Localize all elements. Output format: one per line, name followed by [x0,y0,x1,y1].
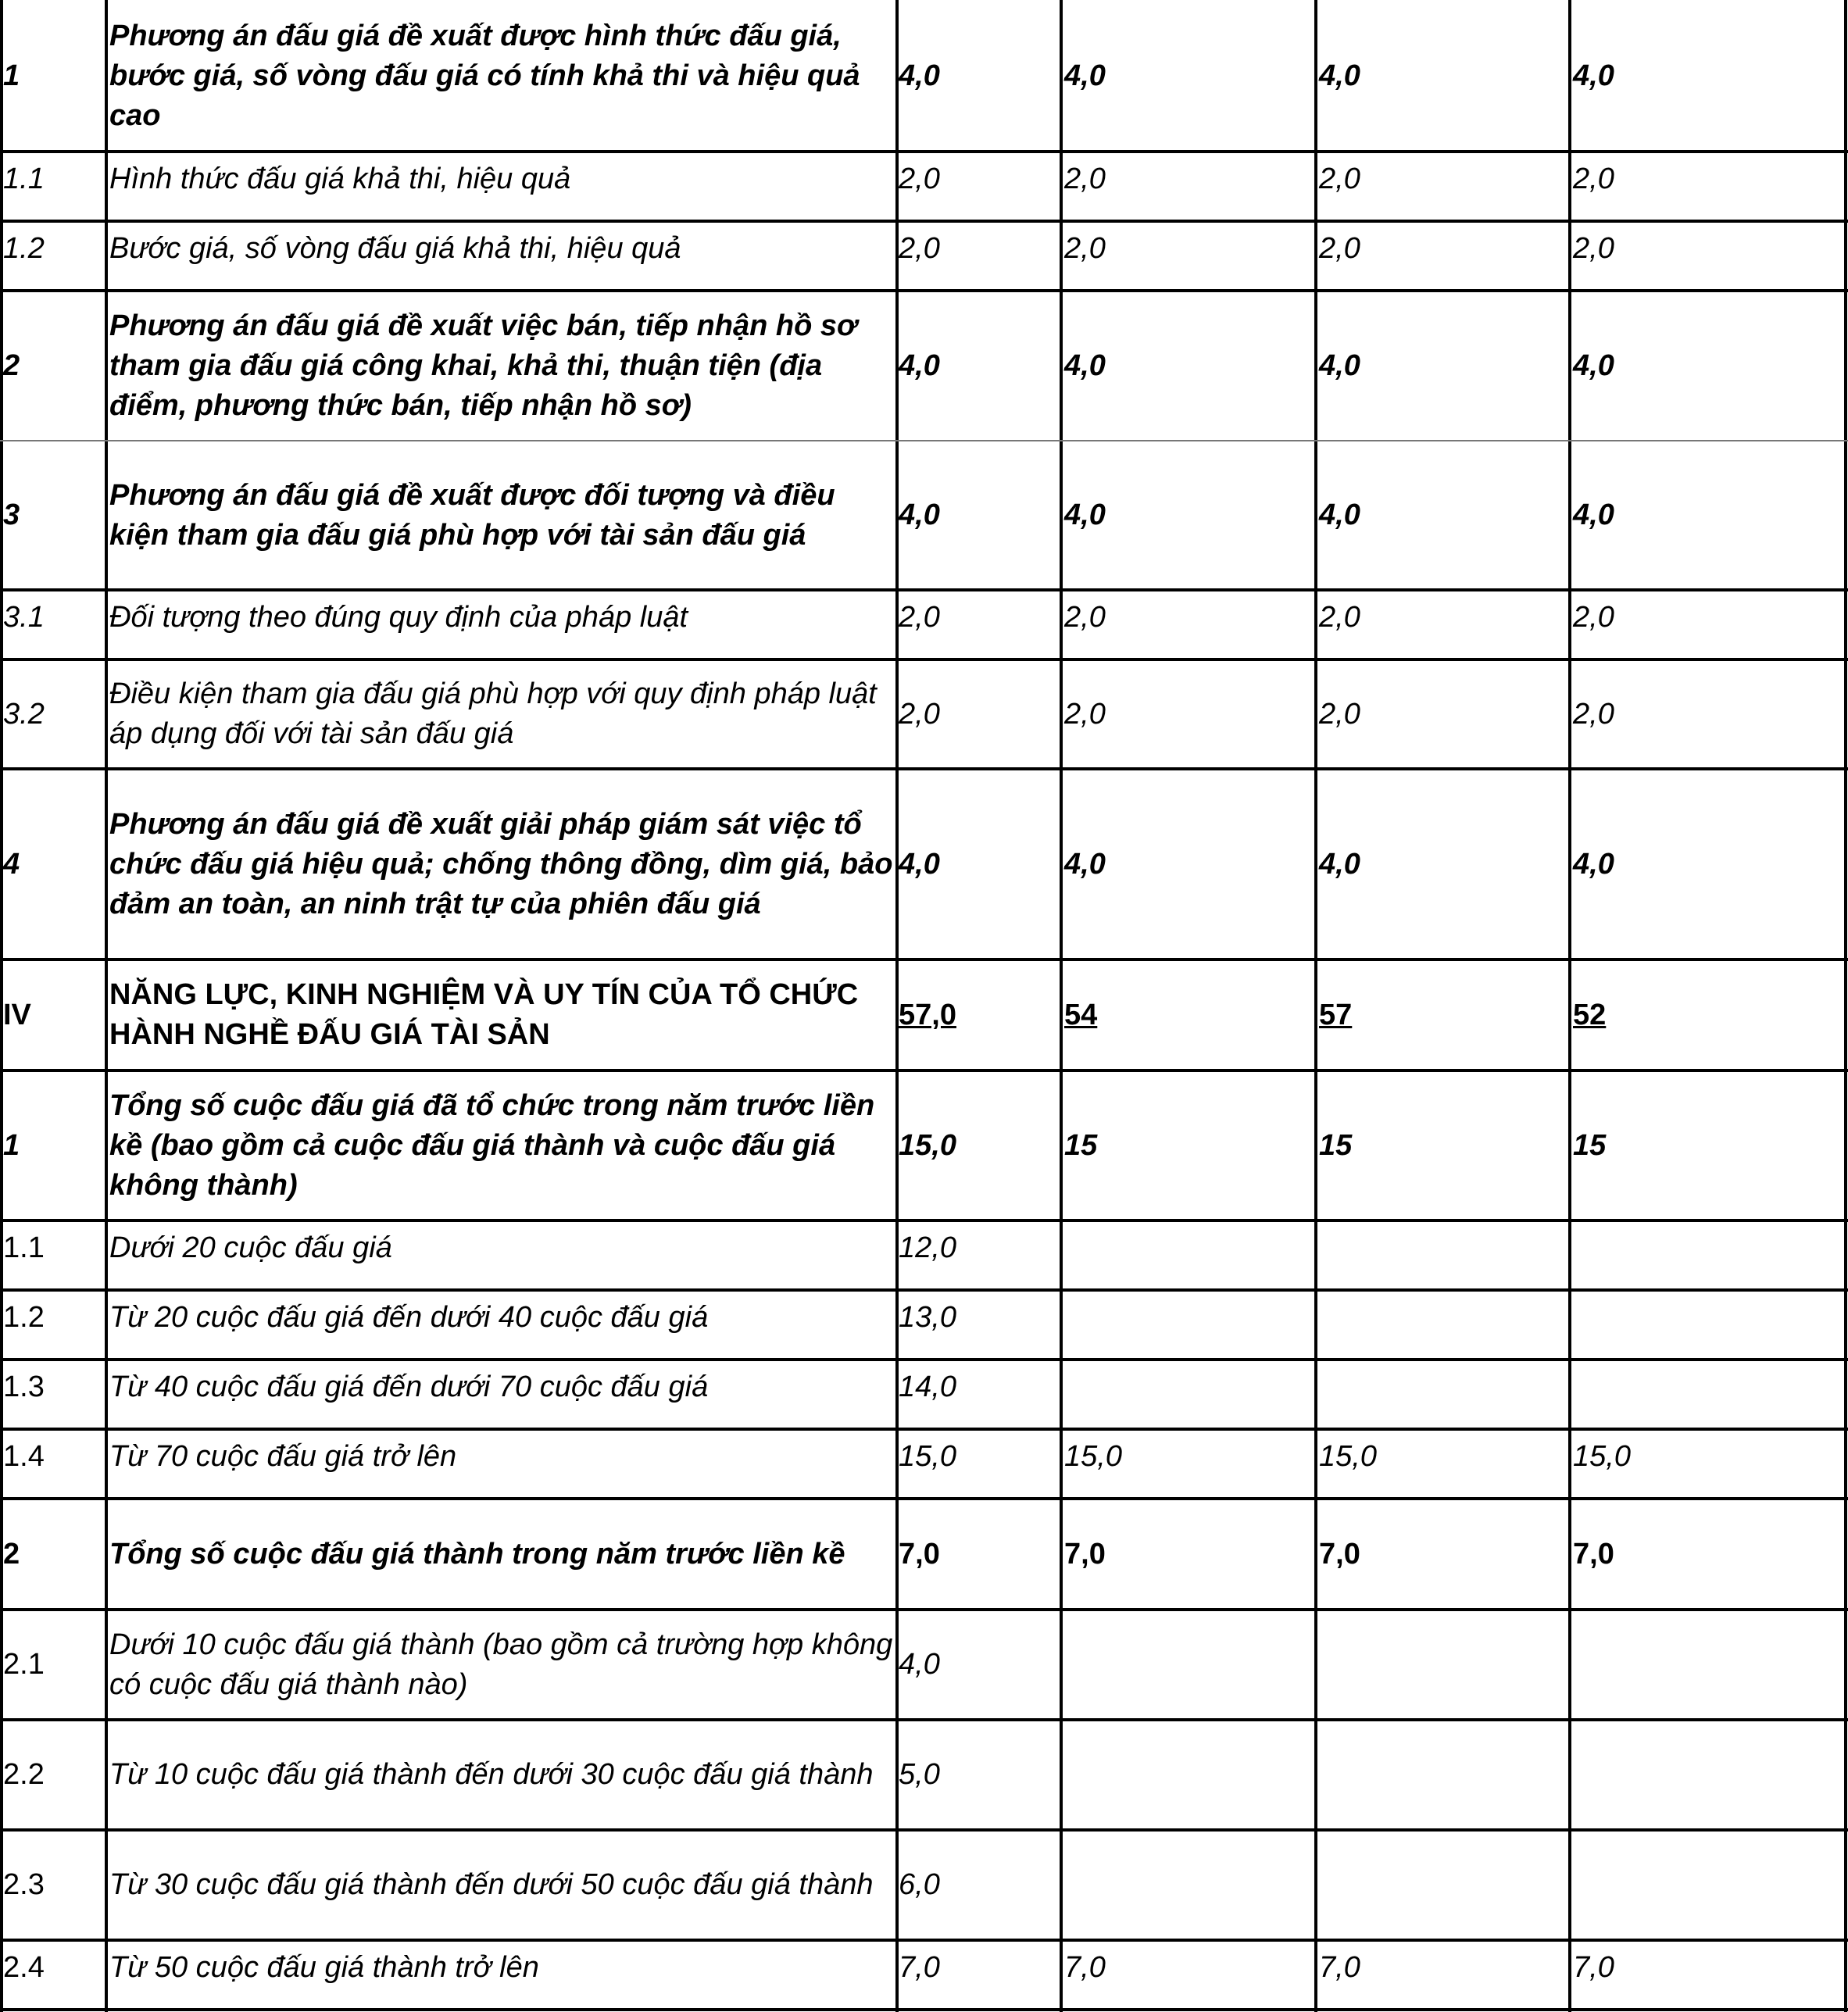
score-column-1: 54 [1064,998,1098,1031]
score-column-2: 4,0 [1319,348,1360,382]
table-row [0,221,1848,291]
score-column-2: 4,0 [1319,499,1360,531]
criterion-description: Từ 70 cuộc đấu giá trở lên [109,1440,457,1473]
score-column-3 [1573,1830,1839,1940]
row-number: 2 [3,1537,20,1571]
table-row [0,1720,1848,1830]
max-score: 4,0 [899,847,940,881]
table-row [0,1070,1848,1220]
table-row [0,1360,1848,1429]
max-score: 15,0 [899,1440,956,1473]
row-number: 3.2 [3,697,45,731]
score-column-1: 4,0 [1064,348,1106,382]
row-number: 1.2 [3,232,45,265]
criterion-description: Điều kiện tham gia đấu giá phù hợp với quy định pháp luật áp dụng đối với tài sản đấu giá [109,677,877,750]
score-column-3: 52 [1573,998,1607,1031]
score-column-2: 4,0 [1319,59,1360,92]
max-score: 2,0 [899,697,940,731]
max-score: 2,0 [899,163,940,195]
max-score: 7,0 [899,1537,940,1571]
score-column-3: 15,0 [1573,1440,1631,1473]
criterion-description: Dưới 10 cuộc đấu giá thành (bao gồm cả trường hợp không có cuộc đấu giá thành nào) [109,1628,893,1701]
score-column-2 [1319,1220,1569,1290]
table-row [0,1429,1848,1499]
score-column-1: 2,0 [1064,697,1106,731]
score-column-1: 4,0 [1064,847,1106,881]
table-row [0,152,1848,221]
table-row [0,1290,1848,1360]
criterion-description: Phương án đấu giá đề xuất được hình thức đấu giá, bước giá, số vòng đấu giá có tính khả thi và hiệu quả cao [109,19,860,132]
table-row [0,1830,1848,1940]
criterion-description: Tổng số cuộc đấu giá thành trong năm trước liền kề [109,1537,845,1571]
score-column-2: 15,0 [1319,1440,1377,1473]
score-column-1 [1064,1830,1314,1940]
table-row [0,1220,1848,1290]
row-number: 1 [3,59,20,92]
max-score: 5,0 [899,1758,940,1791]
score-column-3: 2,0 [1573,163,1614,195]
row-number: IV [3,998,31,1031]
score-column-1 [1064,1360,1314,1429]
criterion-description: Đối tượng theo đúng quy định của pháp luật [109,601,688,634]
row-number: 2 [3,348,20,382]
row-number: 4 [3,847,20,881]
row-number: 1 [3,1128,20,1162]
criterion-description: Từ 10 cuộc đấu giá thành đến dưới 30 cuộc đấu giá thành [109,1758,874,1791]
score-column-1: 2,0 [1064,163,1106,195]
row-number: 1.1 [3,1231,45,1264]
score-column-1: 4,0 [1064,59,1106,92]
score-column-3: 2,0 [1573,232,1614,265]
score-column-3: 4,0 [1573,348,1614,382]
score-column-3: 4,0 [1573,847,1614,881]
table-row [0,1499,1848,1610]
max-score: 7,0 [899,1951,940,1984]
row-number: 1.4 [3,1440,45,1473]
max-score: 57,0 [899,998,956,1031]
max-score: 4,0 [899,348,940,382]
score-column-1: 15 [1064,1128,1098,1162]
criterion-description: Phương án đấu giá đề xuất việc bán, tiếp nhận hồ sơ tham gia đấu giá công khai, khả thi, thuận tiện (địa điểm, phương thức bán, tiếp nhận hồ sơ) [109,309,857,422]
row-number: 2.2 [3,1758,45,1791]
score-column-3: 7,0 [1573,1951,1614,1984]
score-column-2: 7,0 [1319,1537,1360,1571]
score-column-3 [1573,1720,1839,1830]
criterion-description: Tổng số cuộc đấu giá đã tổ chức trong năm trước liền kề (bao gồm cả cuộc đấu giá thành và cuộc đấu giá không thành) [109,1088,875,1202]
score-column-1 [1064,1610,1314,1720]
criterion-description: Bước giá, số vòng đấu giá khả thi, hiệu quả [109,232,681,265]
max-score: 4,0 [899,1648,940,1681]
score-column-3 [1573,1610,1839,1720]
max-score: 4,0 [899,59,940,92]
row-number: 3 [3,499,20,531]
max-score: 14,0 [899,1371,956,1403]
score-column-1: 2,0 [1064,232,1106,265]
score-column-2: 2,0 [1319,601,1360,634]
criterion-description: Từ 50 cuộc đấu giá thành trở lên [109,1951,539,1984]
score-column-1 [1064,1220,1314,1290]
score-column-3 [1573,1360,1839,1429]
table-row [0,769,1848,960]
max-score: 6,0 [899,1868,940,1901]
score-column-2: 7,0 [1319,1951,1360,1984]
score-column-3: 4,0 [1573,59,1614,92]
criterion-description: Từ 30 cuộc đấu giá thành đến dưới 50 cuộc đấu giá thành [109,1868,874,1901]
score-column-3: 7,0 [1573,1537,1614,1571]
score-column-2 [1319,1720,1569,1830]
score-column-1: 2,0 [1064,601,1106,634]
criterion-description: Từ 40 cuộc đấu giá đến dưới 70 cuộc đấu giá [109,1371,709,1403]
criterion-description: NĂNG LỰC, KINH NGHIỆM VÀ UY TÍN CỦA TỔ CHỨC HÀNH NGHỀ ĐẤU GIÁ TÀI SẢN [109,978,859,1051]
score-column-1: 7,0 [1064,1537,1106,1571]
table-row [0,1610,1848,1720]
max-score: 15,0 [899,1128,956,1162]
criterion-description: Hình thức đấu giá khả thi, hiệu quả [109,163,571,195]
score-column-2: 4,0 [1319,847,1360,881]
row-number: 2.1 [3,1648,45,1681]
row-number: 1.1 [3,163,45,195]
score-column-2: 57 [1319,998,1353,1031]
score-column-2: 15 [1319,1128,1353,1162]
table-row [0,1940,1848,2009]
max-score: 4,0 [899,499,940,531]
score-column-2: 2,0 [1319,697,1360,731]
score-column-1: 7,0 [1064,1951,1106,1984]
table-row [0,441,1848,590]
score-column-2: 2,0 [1319,232,1360,265]
score-column-2: 2,0 [1319,163,1360,195]
score-column-3: 2,0 [1573,601,1614,634]
criterion-description: Phương án đấu giá đề xuất được đối tượng và điều kiện tham gia đấu giá phù hợp với tài sản đấu giá [109,478,835,552]
row-number: 1.3 [3,1371,45,1403]
criterion-description: Từ 20 cuộc đấu giá đến dưới 40 cuộc đấu giá [109,1301,709,1334]
max-score: 2,0 [899,601,940,634]
max-score: 13,0 [899,1301,956,1334]
table-row [0,960,1848,1070]
score-column-1 [1064,1720,1314,1830]
row-number: 2.4 [3,1951,45,1984]
row-number: 2.3 [3,1868,45,1901]
score-column-1 [1064,1290,1314,1360]
max-score: 2,0 [899,232,940,265]
score-column-2 [1319,1360,1569,1429]
score-column-3 [1573,1290,1839,1360]
row-number: 1.2 [3,1301,45,1334]
score-column-1: 15,0 [1064,1440,1122,1473]
criterion-description: Dưới 20 cuộc đấu giá [109,1231,392,1264]
score-column-3: 2,0 [1573,697,1614,731]
max-score: 12,0 [899,1231,956,1264]
table-row [0,590,1848,659]
score-column-2 [1319,1290,1569,1360]
score-column-1: 4,0 [1064,499,1106,531]
table-row [0,291,1848,441]
criterion-description: Phương án đấu giá đề xuất giải pháp giám sát việc tổ chức đấu giá hiệu quả; chống thông đồng, dìm giá, bảo đảm an toàn, an ninh trật tự của phiên đấu giá [109,807,893,920]
score-column-3 [1573,1220,1839,1290]
row-number: 3.1 [3,601,45,634]
score-column-2 [1319,1830,1569,1940]
score-column-3: 4,0 [1573,499,1614,531]
table-row [0,659,1848,769]
table-row [0,0,1848,152]
score-column-3: 15 [1573,1128,1607,1162]
score-column-2 [1319,1610,1569,1720]
